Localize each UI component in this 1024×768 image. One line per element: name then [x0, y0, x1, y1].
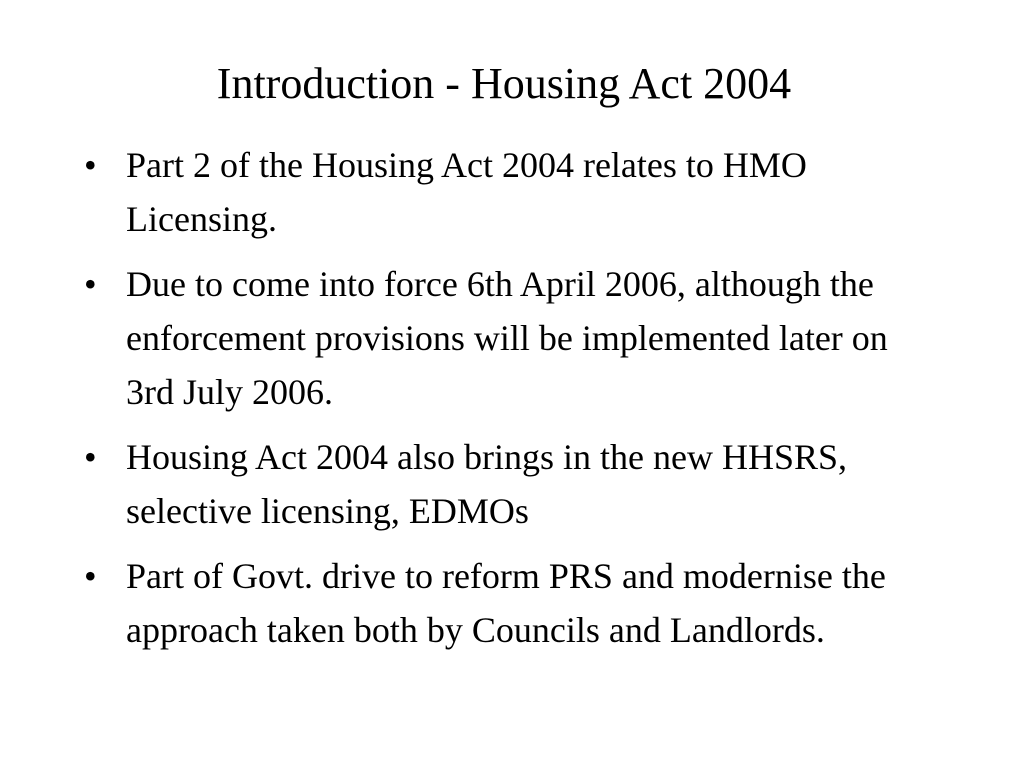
bullet-item: [84, 138, 944, 246]
bullet-marker: •: [84, 264, 97, 304]
slide-title: Introduction - Housing Act 2004: [216, 59, 792, 108]
bullet-marker: •: [84, 556, 97, 596]
bullet-item: [84, 257, 944, 419]
bullet-item: [84, 430, 944, 538]
bullet-text: Housing Act 2004 also brings in the new HHSRS, selective licensing, EDMOs: [126, 437, 848, 531]
bullet-marker: •: [84, 437, 97, 477]
bullet-marker: •: [84, 145, 97, 185]
bullet-list: [84, 138, 944, 668]
bullet-text: Part 2 of the Housing Act 2004 relates to HMO Licensing.: [126, 145, 807, 239]
bullet-item: [84, 549, 944, 657]
bullet-text: Part of Govt. drive to reform PRS and modernise the approach taken both by Councils and Landlords.: [126, 556, 886, 650]
bullet-text: Due to come into force 6th April 2006, although the enforcement provisions will be implemented later on 3rd July 2006.: [126, 264, 888, 412]
